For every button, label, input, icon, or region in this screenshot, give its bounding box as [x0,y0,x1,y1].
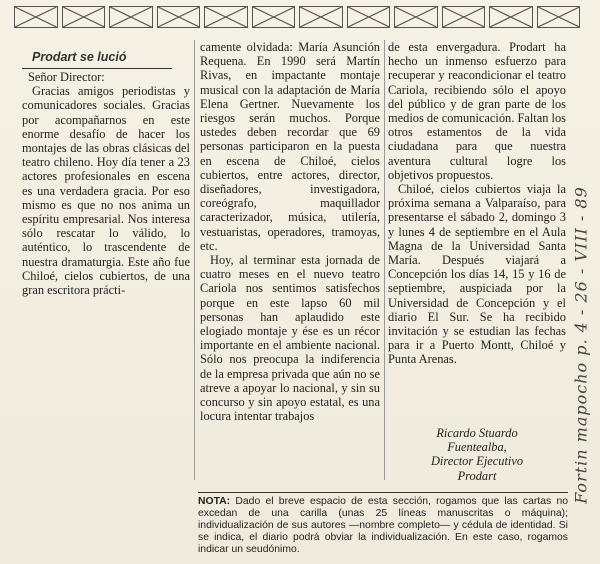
signature-org: Prodart [457,468,497,483]
envelope-icon [204,6,248,28]
envelope-icon [14,6,58,28]
column-header [22,48,172,69]
salutation: Señor Director: [28,70,105,84]
column-2 [200,40,380,423]
paragraph: de esta envergadura. Prodart ha hecho un inmenso esfuerzo para recuperar y reacondicionar el teatro Cariola, recibiendo sólo el apoyo del público y de gran parte de los medios de comunicación. Faltan los otros estamentos de la vida ciudadana para que nuestra aventura cultural logre los objetivos propuestos. [388,40,566,182]
paragraph: Hoy, al terminar esta jornada de cuatro meses en el nuevo teatro Cariola nos sentimos satisfechos porque en este lapso 60 mil personas han aplaudido este elogiado montaje y ése es un récor importante en el ambiente nacional. Sólo nos preocupa la indiferencia de la empresa privada que aún no se atreve a apoyar lo nacional, y sin su concurso y sin apoyo estatal, es una locura intentar trabajos [200,253,380,424]
paragraph: Chiloé, cielos cubiertos viaja la próxima semana a Valparaíso, para presentarse el sábado 2, domingo 3 y lunes 4 de septiembre en el Aula Magna de la Universidad Santa María. Después viajará a Concepción los días 14, 15 y 16 de septiembre, auspiciada por la Universidad de Concepción y el diario El Sur. Se ha recibido invitación y se estudian las fechas para ir a Puerto Montt, Chiloé y Punta Arenas. [388,182,566,367]
envelope-icon [62,6,106,28]
note-text: Dado el breve espacio de esta sección, rogamos que las cartas no excedan de una carilla (unas 25 líneas manuscritas o máquina); individualización de sus autores —nombre completo— y cédula de identidad. Si se indica, el diario podrá obviar la individualización. En este caso, rogamos indicar un seudónimo. [198,496,569,555]
envelope-icon [299,6,343,28]
column-title: Prodart se lució [32,50,127,64]
column-divider [194,40,195,480]
signature-block [388,426,566,483]
signature-role: Director Ejecutivo [430,454,524,469]
envelope-icon [442,6,486,28]
signature-surname: Fuentealba, [447,440,507,455]
signature-name: Ricardo Stuardo [436,426,518,440]
editorial-note [198,492,568,556]
note-label: NOTA: [198,496,231,507]
envelope-icon [109,6,153,28]
paragraph: camente olvidada: María Asunción Requena. En 1990 será Martín Rivas, en impactante montaje musical con la adaptación de María Elena Gertner. Nuevamente los riesgos serán muchos. Porque ustedes deben recordar que 69 personas participaron en la puesta en escena de Chiloé, cielos cubiertos, entre actores, director, diseñadores, investigadora, coreógrafo, maquillador caracterizador, música, utilería, vestuaristas, operadores, tramoyas, etc. [200,40,380,253]
envelope-border [14,6,580,28]
column-3 [388,40,566,367]
handwritten-annotation [566,130,596,560]
column-divider [384,40,385,480]
envelope-icon [489,6,533,28]
column-1 [22,70,190,297]
envelope-icon [252,6,296,28]
envelope-icon [347,6,391,28]
handwritten-text: Fortin mapocho p. 4 - 26 - VIII - 89 [571,186,591,504]
envelope-icon [157,6,201,28]
paragraph: Gracias amigos periodistas y comunicadores sociales. Gracias por acompañarnos en este enorme desafío de hacer los montajes de las obras clásicas del teatro chileno. Hoy día tener a 23 actores profesionales en escena es una verdadera gracia. Por eso mismo es que no nos anima un espíritu empresarial. Nos interesa sólo rescatar lo válido, lo auténtico, lo trascendente de nuestra dramaturgia. Este año fue Chiloé, cielos cubiertos, de una gran escritora prácti- [22,84,190,298]
envelope-icon [394,6,438,28]
envelope-icon [537,6,581,28]
